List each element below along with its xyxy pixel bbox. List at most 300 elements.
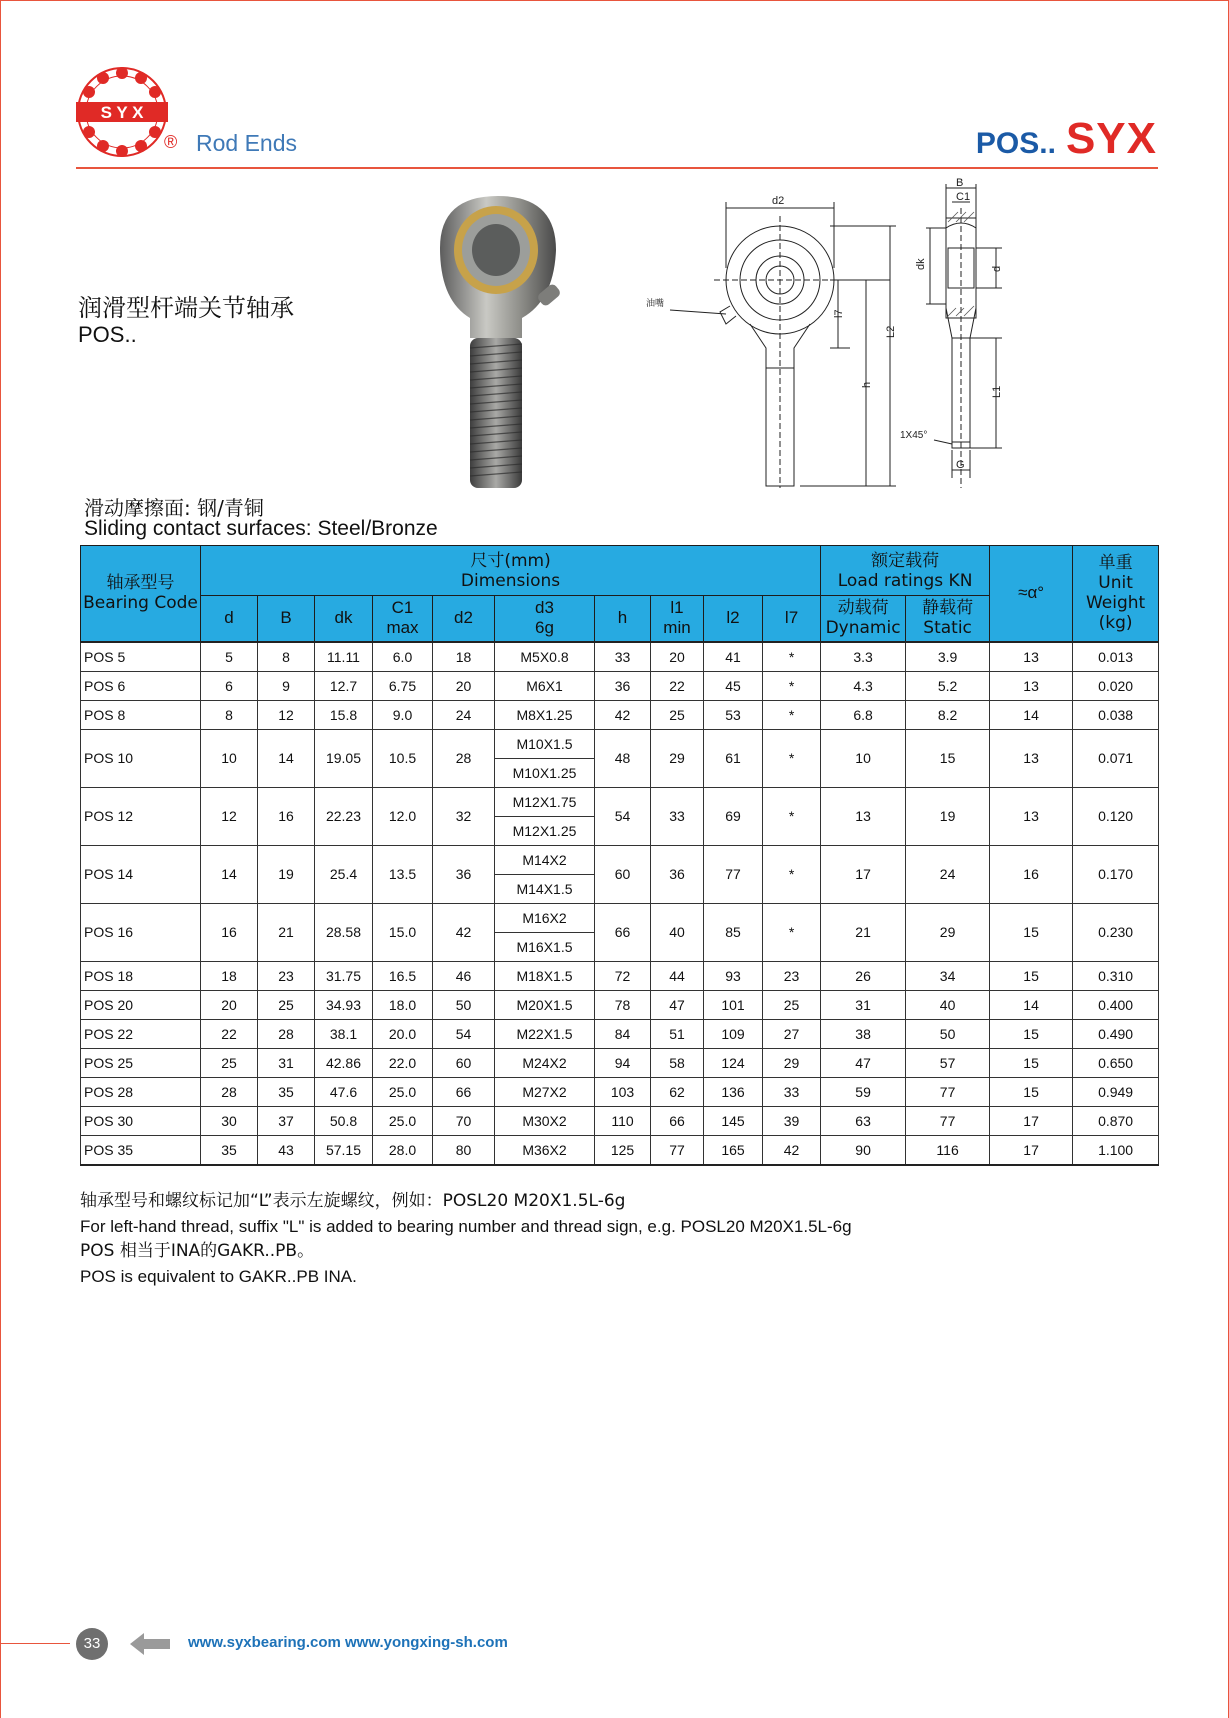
- table-row: [81, 787, 1159, 816]
- specification-table: [80, 545, 1159, 1166]
- dim-d: d: [991, 265, 1003, 272]
- cell-sta: 29: [906, 903, 990, 961]
- cell-l7: 33: [763, 1077, 821, 1106]
- table-row: [81, 729, 1159, 758]
- cell-dk: 34.93: [315, 990, 373, 1019]
- cell-alpha: 17: [990, 1106, 1073, 1135]
- page-border-left: [0, 0, 1, 1718]
- dim-C1: C1: [956, 191, 971, 203]
- header-l7: l7: [763, 596, 821, 642]
- cell-sta: 24: [906, 845, 990, 903]
- cell-C1: 25.0: [373, 1106, 433, 1135]
- header-l1-b: min: [663, 618, 691, 638]
- header-l2: l2: [704, 596, 763, 642]
- header-weight-unit: (kg): [1098, 613, 1133, 634]
- cell-code: POS 10: [81, 729, 201, 787]
- cell-C1: 6.0: [373, 642, 433, 672]
- dim-l7: l7: [833, 309, 845, 318]
- brand-label: SYX: [1065, 114, 1157, 163]
- cell-alpha: 14: [990, 990, 1073, 1019]
- cell-h: 48: [595, 729, 651, 787]
- cell-C1: 10.5: [373, 729, 433, 787]
- cell-d2: 50: [433, 990, 495, 1019]
- cell-w: 0.120: [1073, 787, 1159, 845]
- cell-d: 14: [201, 845, 258, 903]
- cell-d3: M12X1.25: [495, 816, 595, 845]
- header-static-cn: 静载荷: [922, 598, 974, 619]
- cell-w: 0.870: [1073, 1106, 1159, 1135]
- cell-w: 0.310: [1073, 961, 1159, 990]
- cell-d2: 18: [433, 642, 495, 672]
- dim-L2: L2: [885, 325, 897, 338]
- header-static-en: Static: [923, 618, 972, 639]
- cell-l7: *: [763, 845, 821, 903]
- cell-dk: 38.1: [315, 1019, 373, 1048]
- cell-d2: 46: [433, 961, 495, 990]
- cell-code: POS 22: [81, 1019, 201, 1048]
- cell-alpha: 13: [990, 729, 1073, 787]
- header-c1-a: C1: [391, 598, 414, 618]
- syx-logo: [74, 64, 170, 160]
- cell-d: 35: [201, 1135, 258, 1165]
- cell-h: 60: [595, 845, 651, 903]
- label-grease-nipple: 油嘴: [646, 298, 665, 308]
- dim-G: G: [956, 459, 965, 471]
- dim-dk: dk: [915, 258, 927, 270]
- table-row: [81, 845, 1159, 874]
- table-row: [81, 961, 1159, 990]
- cell-d2: 28: [433, 729, 495, 787]
- cell-sta: 19: [906, 787, 990, 845]
- cell-h: 125: [595, 1135, 651, 1165]
- cell-l2: 41: [704, 642, 763, 672]
- cell-l7: 42: [763, 1135, 821, 1165]
- cell-d3: M18X1.5: [495, 961, 595, 990]
- cell-sta: 34: [906, 961, 990, 990]
- cell-w: 0.949: [1073, 1077, 1159, 1106]
- header-dynamic-cn: 动载荷: [837, 598, 889, 619]
- cell-d3: M10X1.25: [495, 758, 595, 787]
- header-c1-b: max: [386, 618, 419, 638]
- series-label: POS..: [975, 127, 1056, 160]
- header-divider: [76, 167, 1158, 169]
- cell-dyn: 3.3: [821, 642, 906, 672]
- registered-mark: ®: [164, 132, 178, 152]
- cell-d3: M36X2: [495, 1135, 595, 1165]
- cell-code: POS 35: [81, 1135, 201, 1165]
- header-dims-cn: 尺寸(mm): [470, 550, 551, 571]
- note-left-hand-en: For left-hand thread, suffix "L" is added to bearing number and thread sign, e.g. POSL20 M20X1.5L-6g: [80, 1217, 852, 1236]
- dim-h: h: [861, 381, 873, 388]
- cell-l1: 40: [651, 903, 704, 961]
- cell-l2: 53: [704, 700, 763, 729]
- cell-h: 42: [595, 700, 651, 729]
- cell-d: 5: [201, 642, 258, 672]
- cell-code: POS 28: [81, 1077, 201, 1106]
- cell-h: 110: [595, 1106, 651, 1135]
- table-row: [81, 1077, 1159, 1106]
- header-code-cn: 轴承型号: [106, 573, 175, 594]
- cell-B: 9: [258, 671, 315, 700]
- cell-l7: *: [763, 642, 821, 672]
- cell-l1: 20: [651, 642, 704, 672]
- cell-code: POS 8: [81, 700, 201, 729]
- sliding-surface-en: Sliding contact surfaces: Steel/Bronze: [84, 517, 438, 540]
- cell-dyn: 47: [821, 1048, 906, 1077]
- cell-l2: 93: [704, 961, 763, 990]
- cell-l1: 58: [651, 1048, 704, 1077]
- rod-end-photo: [430, 188, 580, 498]
- cell-dyn: 13: [821, 787, 906, 845]
- cell-l7: *: [763, 671, 821, 700]
- cell-dyn: 90: [821, 1135, 906, 1165]
- cell-dyn: 59: [821, 1077, 906, 1106]
- cell-dyn: 4.3: [821, 671, 906, 700]
- cell-l7: *: [763, 903, 821, 961]
- table-body: [81, 642, 1159, 1165]
- cell-dyn: 21: [821, 903, 906, 961]
- cell-d2: 54: [433, 1019, 495, 1048]
- cell-C1: 6.75: [373, 671, 433, 700]
- cell-dyn: 63: [821, 1106, 906, 1135]
- cell-d: 16: [201, 903, 258, 961]
- cell-d: 28: [201, 1077, 258, 1106]
- footer-websites: www.syxbearing.com www.yongxing-sh.com: [188, 1634, 508, 1651]
- cell-d2: 20: [433, 671, 495, 700]
- cell-h: 66: [595, 903, 651, 961]
- cell-w: 1.100: [1073, 1135, 1159, 1165]
- cell-l7: *: [763, 787, 821, 845]
- cell-w: 0.038: [1073, 700, 1159, 729]
- cell-dk: 42.86: [315, 1048, 373, 1077]
- cell-d: 18: [201, 961, 258, 990]
- header-dims-en: Dimensions: [460, 570, 561, 591]
- cell-w: 0.400: [1073, 990, 1159, 1019]
- cell-w: 0.230: [1073, 903, 1159, 961]
- cell-l2: 124: [704, 1048, 763, 1077]
- header-B: B: [258, 596, 315, 642]
- cell-C1: 15.0: [373, 903, 433, 961]
- cell-w: 0.020: [1073, 671, 1159, 700]
- cell-l1: 51: [651, 1019, 704, 1048]
- sliding-surface-cn: 滑动摩擦面: 钢/青铜: [84, 496, 264, 520]
- cell-l1: 44: [651, 961, 704, 990]
- header-load-en: Load ratings KN: [837, 570, 973, 591]
- cell-l1: 62: [651, 1077, 704, 1106]
- header-l1-a: l1: [670, 598, 684, 618]
- note-left-hand-cn: 轴承型号和螺纹标记加“L”表示左旋螺纹，例如：POSL20 M20X1.5L-6g: [80, 1191, 626, 1211]
- cell-l7: 25: [763, 990, 821, 1019]
- table-row: [81, 1019, 1159, 1048]
- cell-B: 35: [258, 1077, 315, 1106]
- cell-d: 12: [201, 787, 258, 845]
- cell-l1: 29: [651, 729, 704, 787]
- cell-d3: M24X2: [495, 1048, 595, 1077]
- cell-h: 84: [595, 1019, 651, 1048]
- header-code-en: Bearing Code: [83, 593, 198, 614]
- cell-d3: M22X1.5: [495, 1019, 595, 1048]
- cell-dyn: 6.8: [821, 700, 906, 729]
- cell-C1: 25.0: [373, 1077, 433, 1106]
- cell-d: 22: [201, 1019, 258, 1048]
- cell-code: POS 25: [81, 1048, 201, 1077]
- cell-sta: 50: [906, 1019, 990, 1048]
- cell-l2: 136: [704, 1077, 763, 1106]
- cell-l1: 77: [651, 1135, 704, 1165]
- cell-h: 36: [595, 671, 651, 700]
- cell-l2: 109: [704, 1019, 763, 1048]
- cell-dyn: 10: [821, 729, 906, 787]
- cell-l7: *: [763, 729, 821, 787]
- cell-dk: 22.23: [315, 787, 373, 845]
- cell-d3: M5X0.8: [495, 642, 595, 672]
- cell-d3: M12X1.75: [495, 787, 595, 816]
- cell-d: 20: [201, 990, 258, 1019]
- cell-w: 0.650: [1073, 1048, 1159, 1077]
- cell-dk: 12.7: [315, 671, 373, 700]
- cell-sta: 15: [906, 729, 990, 787]
- header-alpha: ≈α°: [990, 546, 1073, 642]
- cell-l7: *: [763, 700, 821, 729]
- cell-code: POS 14: [81, 845, 201, 903]
- cell-dk: 28.58: [315, 903, 373, 961]
- cell-dk: 50.8: [315, 1106, 373, 1135]
- cell-dk: 57.15: [315, 1135, 373, 1165]
- cell-B: 31: [258, 1048, 315, 1077]
- cell-B: 14: [258, 729, 315, 787]
- cell-C1: 28.0: [373, 1135, 433, 1165]
- cell-dyn: 31: [821, 990, 906, 1019]
- cell-B: 25: [258, 990, 315, 1019]
- page-number: 33: [76, 1628, 108, 1660]
- cell-d: 8: [201, 700, 258, 729]
- cell-alpha: 13: [990, 671, 1073, 700]
- header-dynamic-en: Dynamic: [825, 618, 901, 639]
- cell-l7: 29: [763, 1048, 821, 1077]
- product-code: POS..: [78, 322, 137, 347]
- cell-d2: 80: [433, 1135, 495, 1165]
- cell-sta: 5.2: [906, 671, 990, 700]
- cell-d3: M30X2: [495, 1106, 595, 1135]
- header-d: d: [201, 596, 258, 642]
- cell-d3: M10X1.5: [495, 729, 595, 758]
- cell-code: POS 18: [81, 961, 201, 990]
- cell-w: 0.013: [1073, 642, 1159, 672]
- cell-d: 10: [201, 729, 258, 787]
- cell-alpha: 17: [990, 1135, 1073, 1165]
- cell-sta: 8.2: [906, 700, 990, 729]
- cell-d3: M16X2: [495, 903, 595, 932]
- cell-B: 12: [258, 700, 315, 729]
- cell-dk: 19.05: [315, 729, 373, 787]
- cell-l7: 27: [763, 1019, 821, 1048]
- header-load-cn: 额定载荷: [871, 550, 940, 571]
- cell-code: POS 12: [81, 787, 201, 845]
- cell-alpha: 13: [990, 787, 1073, 845]
- dim-L1: L1: [991, 385, 1003, 398]
- cell-w: 0.071: [1073, 729, 1159, 787]
- cell-C1: 20.0: [373, 1019, 433, 1048]
- cell-d2: 70: [433, 1106, 495, 1135]
- cell-l1: 25: [651, 700, 704, 729]
- cell-dyn: 26: [821, 961, 906, 990]
- cell-dyn: 38: [821, 1019, 906, 1048]
- cell-h: 103: [595, 1077, 651, 1106]
- cell-d3: M27X2: [495, 1077, 595, 1106]
- cell-B: 19: [258, 845, 315, 903]
- cell-dk: 25.4: [315, 845, 373, 903]
- cell-l7: 39: [763, 1106, 821, 1135]
- cell-sta: 77: [906, 1077, 990, 1106]
- header-dimensions: [201, 546, 821, 596]
- cell-w: 0.490: [1073, 1019, 1159, 1048]
- table-row: [81, 1106, 1159, 1135]
- header-d3-b: 6g: [535, 618, 554, 638]
- cell-d3: M8X1.25: [495, 700, 595, 729]
- table-row: [81, 671, 1159, 700]
- cell-h: 72: [595, 961, 651, 990]
- cell-C1: 22.0: [373, 1048, 433, 1077]
- header-h: h: [595, 596, 651, 642]
- cell-d2: 36: [433, 845, 495, 903]
- cell-alpha: 14: [990, 700, 1073, 729]
- header-c1: [373, 596, 433, 642]
- cell-sta: 57: [906, 1048, 990, 1077]
- header-d2: d2: [433, 596, 495, 642]
- cell-l2: 165: [704, 1135, 763, 1165]
- header-d3-a: d3: [535, 598, 554, 618]
- dim-B: B: [956, 177, 964, 189]
- cell-d3: M14X1.5: [495, 874, 595, 903]
- cell-d: 30: [201, 1106, 258, 1135]
- header-subtitle: Rod Ends: [196, 130, 298, 156]
- cell-C1: 16.5: [373, 961, 433, 990]
- cell-C1: 12.0: [373, 787, 433, 845]
- cell-C1: 9.0: [373, 700, 433, 729]
- note-equivalent-en: POS is equivalent to GAKR..PB INA.: [80, 1267, 357, 1286]
- cell-dk: 11.11: [315, 642, 373, 672]
- cell-l2: 61: [704, 729, 763, 787]
- back-arrow-icon: [128, 1631, 172, 1657]
- cell-B: 28: [258, 1019, 315, 1048]
- cell-code: POS 30: [81, 1106, 201, 1135]
- cell-code: POS 6: [81, 671, 201, 700]
- cell-code: POS 20: [81, 990, 201, 1019]
- page-border-top: [0, 0, 1229, 1]
- cell-d3: M14X2: [495, 845, 595, 874]
- note-equivalent-cn: POS 相当于INA的GAKR..PB。: [80, 1241, 315, 1261]
- cell-B: 23: [258, 961, 315, 990]
- table-row: [81, 700, 1159, 729]
- header-dk: dk: [315, 596, 373, 642]
- cell-B: 8: [258, 642, 315, 672]
- cell-C1: 13.5: [373, 845, 433, 903]
- cell-l2: 145: [704, 1106, 763, 1135]
- cell-l1: 66: [651, 1106, 704, 1135]
- cell-d2: 24: [433, 700, 495, 729]
- notes: [80, 1189, 852, 1289]
- cell-alpha: 13: [990, 642, 1073, 672]
- cell-h: 94: [595, 1048, 651, 1077]
- cell-B: 16: [258, 787, 315, 845]
- cell-dk: 31.75: [315, 961, 373, 990]
- cell-l2: 85: [704, 903, 763, 961]
- cell-h: 33: [595, 642, 651, 672]
- header-series: [976, 114, 1157, 164]
- cell-alpha: 15: [990, 903, 1073, 961]
- cell-l1: 36: [651, 845, 704, 903]
- cell-l2: 77: [704, 845, 763, 903]
- table-row: [81, 903, 1159, 932]
- dim-chamfer: 1X45°: [900, 430, 928, 441]
- cell-l1: 47: [651, 990, 704, 1019]
- cell-B: 21: [258, 903, 315, 961]
- cell-sta: 116: [906, 1135, 990, 1165]
- cell-dk: 15.8: [315, 700, 373, 729]
- cell-d3: M16X1.5: [495, 932, 595, 961]
- cell-l1: 33: [651, 787, 704, 845]
- header-dynamic: [821, 596, 906, 642]
- cell-l2: 101: [704, 990, 763, 1019]
- cell-h: 54: [595, 787, 651, 845]
- cell-d2: 42: [433, 903, 495, 961]
- cell-dk: 47.6: [315, 1077, 373, 1106]
- header-weight-cn: 单重: [1098, 553, 1133, 574]
- cell-dyn: 17: [821, 845, 906, 903]
- cell-alpha: 15: [990, 961, 1073, 990]
- cell-alpha: 15: [990, 1077, 1073, 1106]
- dim-d2: d2: [772, 195, 785, 207]
- header-unit-weight: [1073, 546, 1159, 642]
- product-title-cn: 润滑型杆端关节轴承: [78, 294, 294, 322]
- header-static: [906, 596, 990, 642]
- table-row: [81, 1135, 1159, 1165]
- cell-d2: 32: [433, 787, 495, 845]
- cell-l2: 69: [704, 787, 763, 845]
- cell-sta: 77: [906, 1106, 990, 1135]
- header-d3: [495, 596, 595, 642]
- cell-w: 0.170: [1073, 845, 1159, 903]
- table-row: [81, 642, 1159, 672]
- cell-d: 6: [201, 671, 258, 700]
- logo-letters: S Y X: [100, 103, 144, 122]
- cell-code: POS 16: [81, 903, 201, 961]
- cell-alpha: 16: [990, 845, 1073, 903]
- table-row: [81, 990, 1159, 1019]
- cell-d3: M20X1.5: [495, 990, 595, 1019]
- cell-d3: M6X1: [495, 671, 595, 700]
- header-l1: [651, 596, 704, 642]
- header-weight-en1: Unit: [1098, 573, 1133, 594]
- footer-rule: [0, 1643, 70, 1644]
- cell-h: 78: [595, 990, 651, 1019]
- header-bearing-code: [81, 546, 201, 642]
- cell-B: 37: [258, 1106, 315, 1135]
- table-row: [81, 1048, 1159, 1077]
- cell-l7: 23: [763, 961, 821, 990]
- technical-drawing: [646, 177, 1070, 518]
- cell-l2: 45: [704, 671, 763, 700]
- cell-sta: 40: [906, 990, 990, 1019]
- cell-d: 25: [201, 1048, 258, 1077]
- cell-sta: 3.9: [906, 642, 990, 672]
- cell-code: POS 5: [81, 642, 201, 672]
- cell-d2: 60: [433, 1048, 495, 1077]
- header-load-ratings: [821, 546, 990, 596]
- cell-C1: 18.0: [373, 990, 433, 1019]
- cell-d2: 66: [433, 1077, 495, 1106]
- cell-alpha: 15: [990, 1019, 1073, 1048]
